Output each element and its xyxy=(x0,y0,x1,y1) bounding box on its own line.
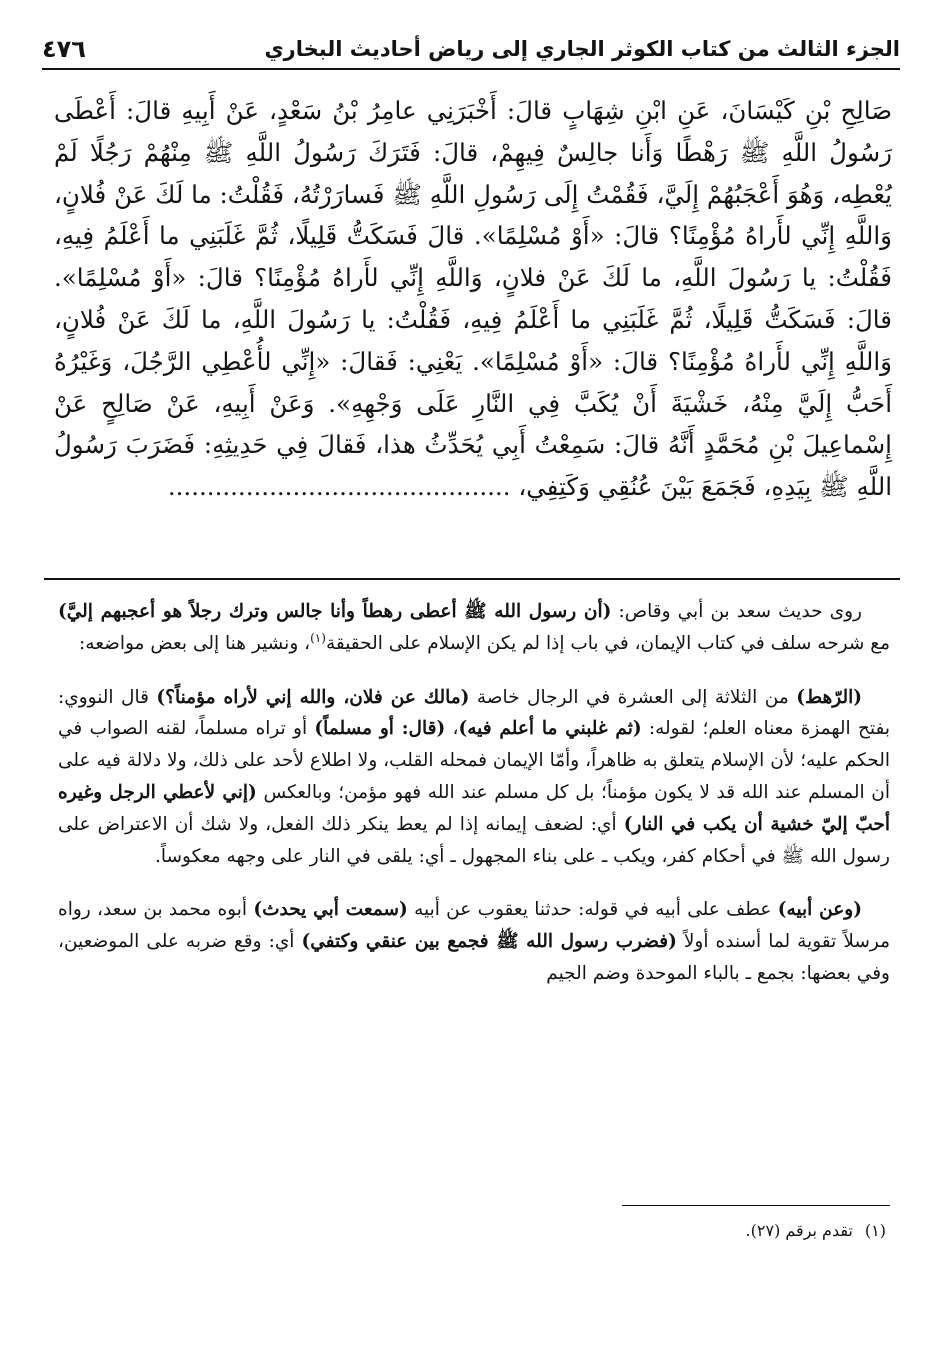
quoted-phrase: (سمعت أبي يحدث) xyxy=(253,899,408,921)
quoted-phrase: (إني لأعطي الرجل وغيره أحبّ إليّ خشية أن يكب في النار) xyxy=(58,781,890,835)
text-run: ، ونشير هنا إلى بعض مواضعه: xyxy=(79,632,311,654)
text-run: أي: لضعف إيمانه إذا لم يعط ينكر ذلك الفعل، ولا شك أن الاعتراض على رسول الله ﷺ في أحكام كفر، ويكب ـ على بناء المجهول ـ أي: يلقى في النار على وجهه معكوساً. xyxy=(58,813,890,867)
text-run: أو تراه مسلماً، لقنه الصواب في الحكم عليه؛ لأن الإسلام يتعلق به ظاهراً، وأمّا الإيمان فمحله القلب، ولا اطلاع لأحد على ذلك، ولا دلالة فيه على أن المسلم عند الله قد لا يكون مؤمناً؛ بل كل مسلم عند الله فهو مؤمن؛ وبالعكس xyxy=(58,718,890,803)
quoted-phrase: (قال: أو مسلماً) xyxy=(314,718,446,740)
page-number: ٤٧٦ xyxy=(42,35,86,63)
text-run: روى حديث سعد بن أبي وقاص: xyxy=(611,601,862,622)
commentary-paragraph-2 xyxy=(58,682,890,873)
footnote-reference[interactable]: (١) xyxy=(310,630,326,645)
commentary-paragraph-3 xyxy=(58,894,890,989)
hadith-text: صَالِحِ بْنِ كَيْسَانَ، عَنِ ابْنِ شِهَابٍ قالَ: أَخْبَرَنِي عامِرُ بْنُ سَعْدٍ، عَنْ أَبِيهِ قالَ: أَعْطَى رَسُولُ اللَّهِ ﷺ رَهْطًا وَأَنا جالِسٌ فِيهِمْ، قالَ: فَتَرَكَ رَسُولُ اللَّهِ ﷺ مِنْهُمْ رَجُلًا لَمْ يُعْطِه، وَهُوَ أَعْجَبُهُمْ إِلَيَّ، فَقُمْتُ إِلَى رَسُولِ اللَّهِ ﷺ فَسارَرْتُهُ، فَقُلْتُ: ما لَكَ عَنْ فُلانٍ، وَاللَّهِ إِنِّي لأَراهُ مُؤْمِنًا؟ قالَ: «أَوْ مُسْلِمًا». قالَ فَسَكَتُّ قَلِيلًا، ثُمَّ غَلَبَنِي ما أَعْلَمُ فِيهِ، فَقُلْتُ: يا رَسُولَ اللَّهِ، ما لَكَ عَنْ فلانٍ، وَاللَّهِ إِنِّي لأَراهُ مُؤْمِنًا؟ قالَ: «أَوْ مُسْلِمًا». قالَ: فَسَكَتُّ قَلِيلًا، ثُمَّ غَلَبَنِي ما أَعْلَمُ فِيهِ، فَقُلْتُ: يا رَسُولَ اللَّهِ، ما لَكَ عَنْ فُلانٍ، وَاللَّهِ إِنِّي لأَراهُ مُؤْمِنًا؟ قالَ: «أَوْ مُسْلِمًا». يَعْنِي: فَقالَ: «إِنِّي لأُعْطِي الرَّجُلَ، وَغَيْرُهُ أَحَبُّ إِلَيَّ مِنْهُ، خَشْيَةَ أَنْ يُكَبَّ فِي النَّارِ عَلَى وَجْهِهِ». وَعَنْ أَبِيهِ، عَنْ صَالِحٍ عَنْ إِسْماعِيلَ بْنِ مُحَمَّدٍ أَنَّهُ قالَ: سَمِعْتُ أَبِي يُحَدِّثُ هذا، فَقالَ فِي حَدِيثِهِ: فَضَرَبَ رَسُولُ اللَّهِ ﷺ بِيَدِهِ، فَجَمَعَ بَيْنَ عُنُقِي وَكَتِفِي، xyxy=(54,96,892,502)
footnote xyxy=(746,1218,886,1244)
text-run: أي: وقع ضربه على الموضعين، وفي بعضها: بجمع ـ بالباء الموحدة وضم الجيم xyxy=(58,931,890,984)
quoted-phrase: (الرّهط) xyxy=(796,686,863,708)
text-run: من الثلاثة إلى العشرة في الرجال خاصة xyxy=(469,686,797,708)
text-run: مع شرحه سلف في كتاب الإيمان، في باب إذا لم يكن الإسلام على الحقيقة xyxy=(325,632,890,654)
quoted-phrase: (وعن أبيه) xyxy=(777,899,862,921)
quoted-phrase: (أن رسول الله ﷺ أعطى رهطاً وأنا جالس وترك رجلاً هو أعجبهم إليَّ) xyxy=(58,601,612,622)
quoted-phrase: (ثم غلبني ما أعلم فيه) xyxy=(458,718,642,740)
page-header xyxy=(42,30,900,70)
ellipsis-dots: ............................................ xyxy=(167,472,511,502)
footnote-divider xyxy=(622,1205,890,1206)
section-divider xyxy=(44,578,900,580)
text-run: عطف على أبيه في قوله: حدثنا يعقوب عن أبيه xyxy=(407,899,778,921)
text-run: أبوه محمد بن سعد، رواه مرسلاً تقوية لما أسنده أولاً xyxy=(58,899,890,953)
hadith-text-block xyxy=(54,90,892,508)
footnote-text: تقدم برقم (٢٧). xyxy=(745,1221,853,1240)
commentary-block xyxy=(58,596,890,1012)
running-title: الجزء الثالث من كتاب الكوثر الجاري إلى رياض أحاديث البخاري xyxy=(264,37,900,61)
commentary-paragraph-1 xyxy=(58,596,890,660)
quoted-phrase: (مالك عن فلان، والله إني لأراه مؤمناً؟) xyxy=(156,686,470,708)
quoted-phrase: (فضرب رسول الله ﷺ فجمع بين عنقي وكتفي) xyxy=(301,931,677,953)
text-run: قال النووي: بفتح الهمزة معناه العلم؛ لقوله: xyxy=(58,686,890,740)
text-run: ، xyxy=(445,718,459,740)
footnote-number: (١) xyxy=(864,1221,886,1240)
